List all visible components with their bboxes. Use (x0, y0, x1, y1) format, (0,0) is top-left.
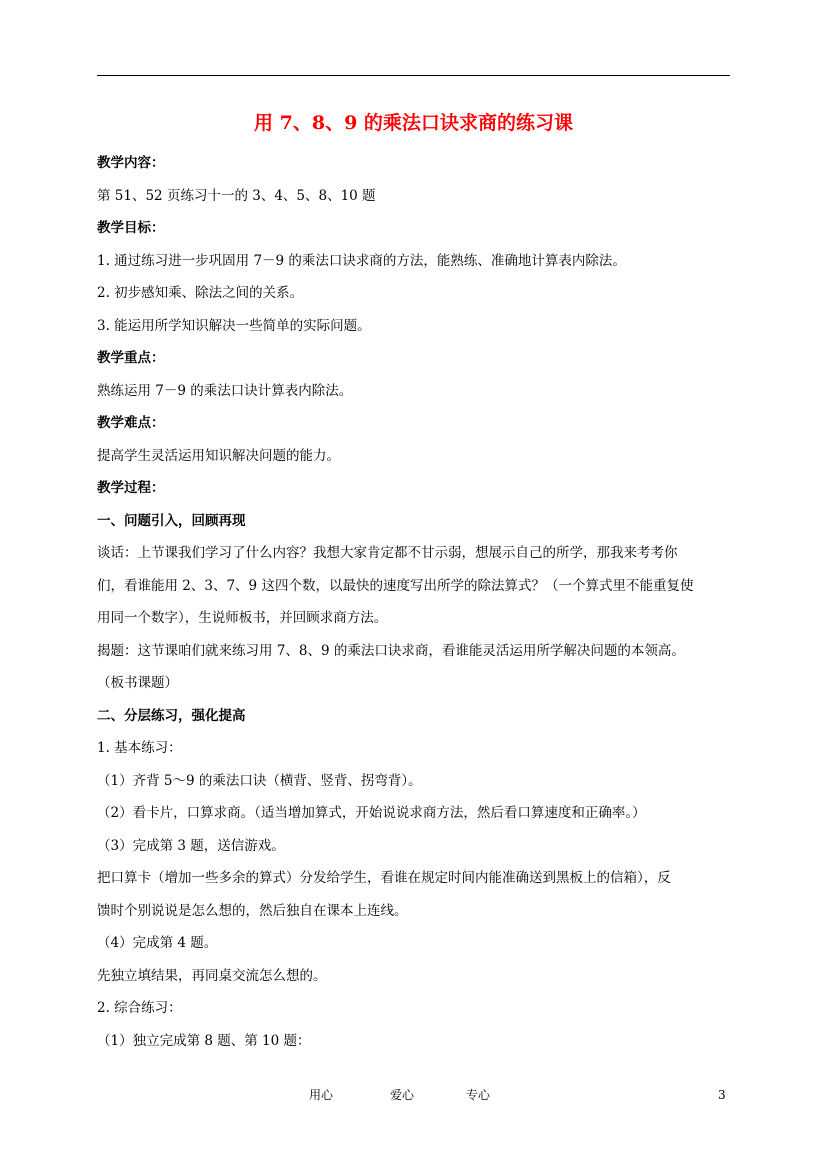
body-line: 提高学生灵活运用知识解决问题的能力。 (97, 447, 340, 464)
section-heading: 一、问题引入，回顾再现 (97, 512, 246, 529)
section-heading: 教学重点： (97, 350, 165, 366)
body-line: 把口算卡（增加一些多余的算式）分发给学生，看谁在规定时间内能准确送到黑板上的信箱），反 (97, 870, 671, 886)
page-footer (0, 1085, 827, 1105)
section-heading: 教学过程： (97, 480, 165, 496)
body-line: 3. 能运用所学知识解决一些简单的实际问题。 (97, 317, 371, 334)
body-line: 谈话：上节课我们学习了什么内容？我想大家肯定都不甘示弱，想展示自己的所学，那我来考考你 (97, 545, 678, 561)
body-line: 2. 综合练习： (97, 1000, 182, 1016)
footer-motto-1: 用心 (309, 1088, 334, 1102)
section-heading: 教学目标： (97, 220, 165, 236)
body-line: 揭题：这节课咱们就来练习用 7、8、9 的乘法口诀求商，看谁能灵活运用所学解决问题的本领高。 (97, 642, 685, 659)
section-heading: 教学内容： (97, 155, 165, 171)
section-heading: 教学难点： (97, 415, 165, 431)
body-line: 第 51、52 页练习十一的 3、4、5、8、10 题 (97, 187, 376, 204)
document-title: 用 7、8、9 的乘法口诀求商的练习课 (254, 112, 573, 134)
page-number: 3 (718, 1088, 726, 1102)
body-line: 熟练运用 7－9 的乘法口诀计算表内除法。 (97, 382, 353, 399)
body-line: 1. 通过练习进一步巩固用 7－9 的乘法口诀求商的方法，能熟练、准确地计算表内除法。 (97, 252, 626, 269)
body-line: 先独立填结果，再同桌交流怎么想的。 (97, 967, 327, 984)
body-line: 用同一个数字），生说师板书，并回顾求商方法。 (97, 610, 388, 626)
footer-motto-2: 爱心 (390, 1088, 415, 1102)
body-line: 们，看谁能用 2、3、7、9 这四个数，以最快的速度写出所学的除法算式？（一个算式里不能重复使 (97, 577, 694, 594)
body-line: （板书课题） (97, 675, 178, 691)
document-body (97, 147, 733, 1057)
body-line: （4）完成第 4 题。 (97, 935, 218, 951)
body-line: 馈时个别说说是怎么想的，然后独自在课本上连线。 (97, 902, 408, 919)
header-rule (97, 75, 730, 76)
footer-motto-3: 专心 (466, 1088, 491, 1102)
section-heading: 二、分层练习，强化提高 (97, 707, 246, 724)
body-line: （3）完成第 3 题，送信游戏。 (97, 837, 285, 854)
body-line: （1）齐背 5～9 的乘法口诀（横背、竖背、拐弯背）。 (97, 772, 422, 789)
body-line: 1. 基本练习： (97, 740, 182, 756)
body-line: 2. 初步感知乘、除法之间的关系。 (97, 285, 304, 301)
body-line: （2）看卡片，口算求商。（适当增加算式，开始说说求商方法，然后看口算速度和正确率。） (97, 805, 646, 821)
body-line: （1）独立完成第 8 题、第 10 题： (97, 1032, 311, 1049)
